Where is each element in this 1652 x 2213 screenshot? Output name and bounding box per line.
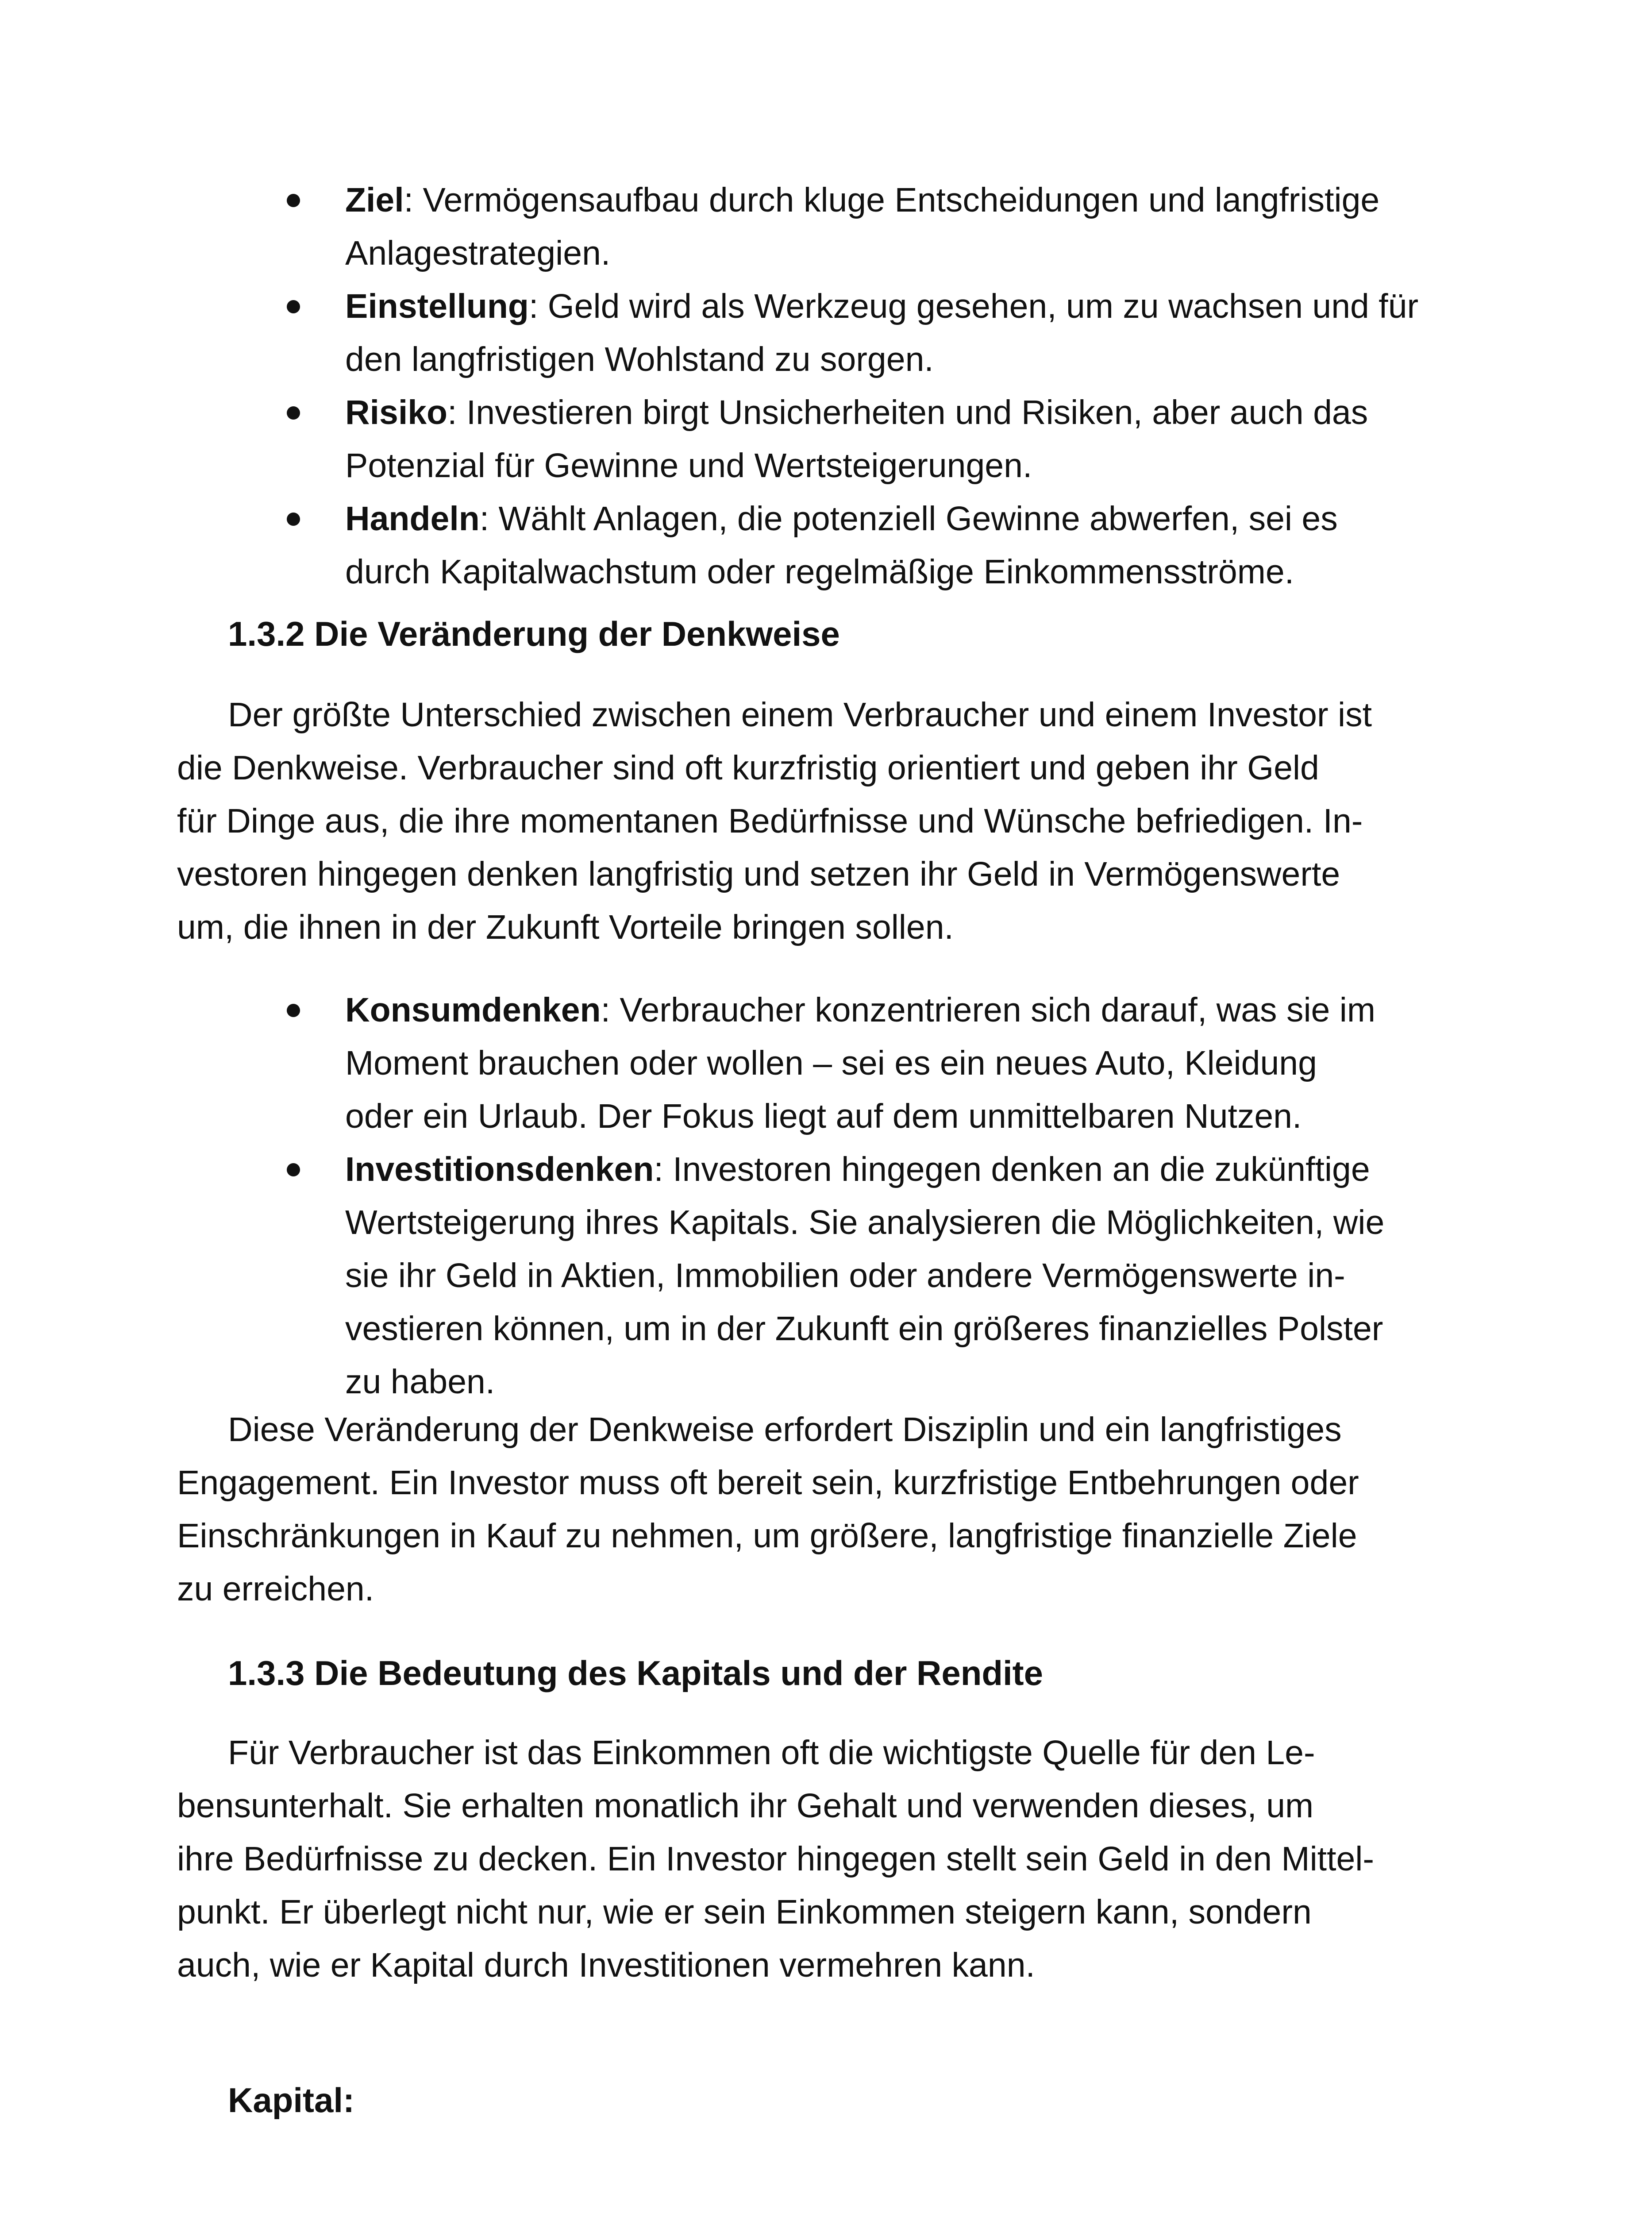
bullet-icon xyxy=(287,300,300,313)
list-item-text: : Investoren hingegen denken an die zukünftige xyxy=(654,1150,1370,1188)
bullet-icon xyxy=(287,1163,300,1176)
list-item-text: : Investieren birgt Unsicherheiten und Risiken, aber auch das xyxy=(447,393,1368,432)
section-heading-1-3-2: 1.3.2 Die Veränderung der Denkweise xyxy=(228,614,840,653)
paragraph-line: um, die ihnen in der Zukunft Vorteile bringen sollen. xyxy=(177,908,954,946)
list-item-text: durch Kapitalwachstum oder regelmäßige Einkommensströme. xyxy=(345,553,1294,591)
paragraph-line: Engagement. Ein Investor muss oft bereit sein, kurzfristige Entbehrungen oder xyxy=(177,1464,1359,1502)
paragraph-capital xyxy=(177,1726,1487,1992)
paragraph-mindset xyxy=(177,688,1487,954)
bullet-icon xyxy=(287,194,300,207)
paragraph-line: die Denkweise. Verbraucher sind oft kurzfristig orientiert und geben ihr Geld xyxy=(177,749,1319,787)
list-item-term: Einstellung xyxy=(345,287,529,325)
paragraph-discipline xyxy=(177,1403,1487,1615)
bullet-icon xyxy=(287,1004,300,1017)
list-item-text: : Vermögensaufbau durch kluge Entscheidungen und langfristige xyxy=(404,181,1380,219)
bullet-icon xyxy=(287,406,300,420)
list-item-term: Ziel xyxy=(345,181,404,219)
list-item-text: zu haben. xyxy=(345,1363,495,1401)
bullet-icon xyxy=(287,513,300,526)
subheading-kapital: Kapital: xyxy=(228,2081,355,2120)
list-item-text: : Wählt Anlagen, die potenziell Gewinne abwerfen, sei es xyxy=(479,500,1338,538)
list-item-term: Investitionsdenken xyxy=(345,1150,654,1188)
list-item-text: Potenzial für Gewinne und Wertsteigerungen. xyxy=(345,447,1032,485)
section-heading-1-3-3: 1.3.3 Die Bedeutung des Kapitals und der Rendite xyxy=(228,1654,1044,1693)
paragraph-line: Der größte Unterschied zwischen einem Verbraucher und einem Investor ist xyxy=(228,696,1372,734)
list-item xyxy=(0,173,1652,280)
list-item xyxy=(0,492,1652,598)
list-item-text: den langfristigen Wohlstand zu sorgen. xyxy=(345,340,934,378)
paragraph-line: vestoren hingegen denken langfristig und setzen ihr Geld in Vermögenswerte xyxy=(177,855,1340,893)
paragraph-line: zu erreichen. xyxy=(177,1570,374,1608)
mindset-comparison-list xyxy=(0,983,1652,1408)
list-item-text: Wertsteigerung ihres Kapitals. Sie analysieren die Möglichkeiten, wie xyxy=(345,1203,1385,1241)
list-item-term: Konsumdenken xyxy=(345,991,601,1029)
list-item-text: : Verbraucher konzentrieren sich darauf, was sie im xyxy=(601,991,1376,1029)
investor-traits-list xyxy=(0,173,1652,598)
paragraph-line: punkt. Er überlegt nicht nur, wie er sein Einkommen steigern kann, sondern xyxy=(177,1893,1312,1931)
list-item-term: Handeln xyxy=(345,500,480,538)
paragraph-line: Einschränkungen in Kauf zu nehmen, um größere, langfristige finanzielle Ziele xyxy=(177,1517,1357,1555)
paragraph-line: bensunterhalt. Sie erhalten monatlich ihr Gehalt und verwenden dieses, um xyxy=(177,1787,1314,1825)
paragraph-line: Für Verbraucher ist das Einkommen oft die wichtigste Quelle für den Le- xyxy=(228,1734,1315,1772)
list-item-term: Risiko xyxy=(345,393,448,432)
list-item-text: : Geld wird als Werkzeug gesehen, um zu wachsen und für xyxy=(528,287,1419,325)
paragraph-line: Diese Veränderung der Denkweise erfordert Disziplin und ein langfristiges xyxy=(228,1411,1342,1449)
list-item xyxy=(0,1143,1652,1408)
list-item-text: Moment brauchen oder wollen – sei es ein neues Auto, Kleidung xyxy=(345,1044,1317,1082)
paragraph-line: für Dinge aus, die ihre momentanen Bedürfnisse und Wünsche befriedigen. In- xyxy=(177,802,1363,840)
list-item xyxy=(0,983,1652,1143)
list-item-text: Anlagestrategien. xyxy=(345,234,611,272)
list-item xyxy=(0,280,1652,386)
list-item-text: oder ein Urlaub. Der Fokus liegt auf dem unmittelbaren Nutzen. xyxy=(345,1097,1302,1135)
paragraph-line: auch, wie er Kapital durch Investitionen vermehren kann. xyxy=(177,1946,1035,1984)
paragraph-line: ihre Bedürfnisse zu decken. Ein Investor hingegen stellt sein Geld in den Mittel- xyxy=(177,1840,1375,1878)
list-item-text: vestieren können, um in der Zukunft ein größeres finanzielles Polster xyxy=(345,1310,1383,1348)
list-item xyxy=(0,386,1652,492)
list-item-text: sie ihr Geld in Aktien, Immobilien oder andere Vermögenswerte in- xyxy=(345,1257,1345,1295)
